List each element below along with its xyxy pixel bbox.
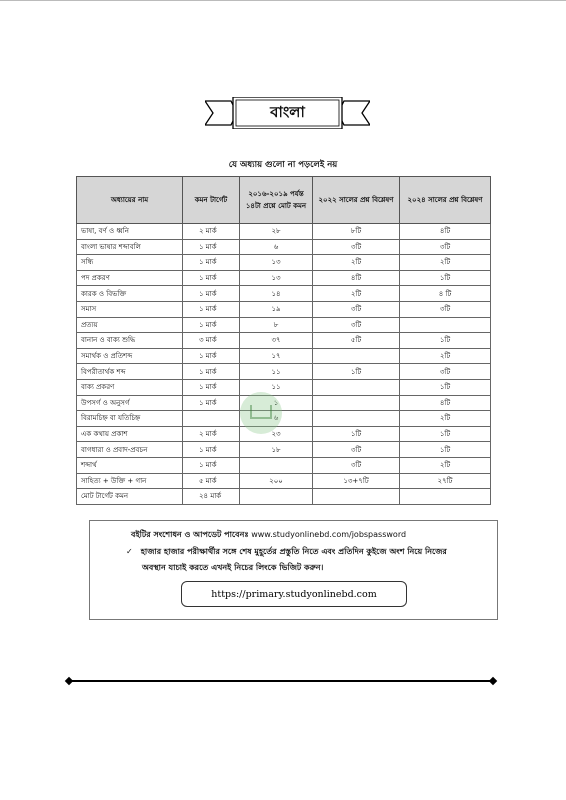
cell-2022 (313, 348, 400, 364)
cell-topic: ভাষা, বর্ণ ও ধ্বনি (77, 224, 183, 240)
cell-total: ৬ (240, 239, 313, 255)
cell-topic: সাহিত্য + উক্তি + গান (77, 473, 183, 489)
cell-total (240, 489, 313, 505)
cell-topic: বাক্য প্রকরণ (77, 379, 183, 395)
cell-marks: ১ মার্ক (183, 379, 240, 395)
book-icon (250, 405, 272, 419)
cell-marks: ২ মার্ক (183, 224, 240, 240)
cell-total: ১৯ (240, 301, 313, 317)
cell-topic: সন্ধি (77, 255, 183, 271)
cell-2022: ৩টি (313, 442, 400, 458)
cell-total: ১১ (240, 364, 313, 380)
cell-total: ৬ (240, 411, 313, 427)
cell-2024: ২টি (400, 411, 491, 427)
table-row (77, 411, 491, 427)
cell-marks: ১ মার্ক (183, 395, 240, 411)
cell-total: ১৭ (240, 348, 313, 364)
diamond-icon (489, 677, 497, 685)
table-row (77, 286, 491, 302)
cell-2022: ৩টি (313, 457, 400, 473)
cell-marks: ১ মার্ক (183, 270, 240, 286)
table-row (77, 239, 491, 255)
cell-2022: ২টি (313, 286, 400, 302)
cell-2024: ১টি (400, 270, 491, 286)
cell-2024 (400, 317, 491, 333)
table-row (77, 224, 491, 240)
check-icon: ✓ (126, 547, 133, 556)
cell-2024: ১টি (400, 426, 491, 442)
cell-marks: ১ মার্ক (183, 457, 240, 473)
message-line-2: অবস্থান যাচাই করতে এখনই নিচের লিংকে ভিজিট করুন। (142, 563, 324, 572)
cell-marks: ১ মার্ক (183, 301, 240, 317)
table-row (77, 301, 491, 317)
cell-2024: ১টি (400, 379, 491, 395)
title-banner (205, 97, 370, 129)
cell-topic: শব্দার্থ (77, 457, 183, 473)
cell-2022: ১৩+৭টি (313, 473, 400, 489)
cell-2024: ৪ টি (400, 286, 491, 302)
cell-2022 (313, 489, 400, 505)
table-row (77, 489, 491, 505)
cell-topic: সমাস (77, 301, 183, 317)
cell-topic: বানান ও বাক্য শুদ্ধি (77, 333, 183, 349)
visit-link-url: https://primary.studyonlinebd.com (211, 588, 377, 600)
table-header-row (77, 177, 491, 224)
cell-total: ১৩ (240, 255, 313, 271)
cell-total: ৮ (240, 317, 313, 333)
cell-marks: ২৪ মার্ক (183, 489, 240, 505)
cell-total: ২০০ (240, 473, 313, 489)
header-2022: ২০২২ সালের প্রশ্ন বিশ্লেষণ (313, 177, 400, 224)
cell-total: ১৮ (240, 442, 313, 458)
cell-2022 (313, 379, 400, 395)
page-subtitle: যে অধ্যায় গুলো না পড়লেই নয় (228, 160, 338, 170)
table-row (77, 270, 491, 286)
header-common-target: কমন টার্গেট (183, 177, 240, 224)
cell-topic: পদ প্রকরণ (77, 270, 183, 286)
table-row (77, 426, 491, 442)
table-row (77, 379, 491, 395)
cell-2024: ৪টি (400, 395, 491, 411)
topics-table (76, 176, 491, 505)
cell-2022 (313, 411, 400, 427)
cell-2024: ৩টি (400, 301, 491, 317)
update-label: বইটির সংশোধন ও আপডেট পাবেনঃ (131, 530, 249, 539)
cell-marks (183, 411, 240, 427)
cell-2022: ৪টি (313, 270, 400, 286)
cell-marks: ১ মার্ক (183, 239, 240, 255)
cell-total: ৩৭ (240, 333, 313, 349)
table-row (77, 255, 491, 271)
cell-total: ২৮ (240, 224, 313, 240)
table-row (77, 457, 491, 473)
cell-2024: ২টি (400, 255, 491, 271)
cell-2024: ৪টি (400, 224, 491, 240)
cell-total: ১১ (240, 379, 313, 395)
cell-marks: ৫ মার্ক (183, 473, 240, 489)
cell-2022: ৮টি (313, 224, 400, 240)
message-text-1: হাজার হাজার পরীক্ষার্থীর সঙ্গে শেষ মুহূর্তের প্রস্তুতি নিতে এবং প্রতিদিন কুইজে অংশ নিয়ে নিজের (140, 547, 447, 556)
divider-line (70, 680, 492, 682)
cell-2024: ২টি (400, 348, 491, 364)
cell-2022: ৩টি (313, 301, 400, 317)
table-row (77, 395, 491, 411)
cell-topic: বিরামচিহ্ন বা যতিচিহ্ন (77, 411, 183, 427)
cell-marks: ১ মার্ক (183, 317, 240, 333)
cell-marks: ১ মার্ক (183, 442, 240, 458)
cell-marks: ৩ মার্ক (183, 333, 240, 349)
message-line-1 (126, 546, 447, 559)
cell-2024: ৩টি (400, 239, 491, 255)
cell-2022: ২টি (313, 255, 400, 271)
update-link[interactable]: www.studyonlinebd.com/jobspassword (251, 530, 407, 539)
cell-2022 (313, 395, 400, 411)
cell-topic: সমার্থক ও প্রতিশব্দ (77, 348, 183, 364)
header-2024: ২০২৪ সালের প্রশ্ন বিশ্লেষণ (400, 177, 491, 224)
cell-2024: ৩টি (400, 364, 491, 380)
cell-2024 (400, 489, 491, 505)
diamond-icon (65, 677, 73, 685)
cell-total: ১ (240, 395, 313, 411)
cell-total: ১৩ (240, 270, 313, 286)
cell-marks: ২ মার্ক (183, 426, 240, 442)
bottom-divider (66, 678, 496, 684)
cell-2022: ৫টি (313, 333, 400, 349)
cell-topic: এক কথায় প্রকাশ (77, 426, 183, 442)
visit-link-button[interactable] (181, 581, 407, 607)
header-chapter: অধ্যায়ের নাম (77, 177, 183, 224)
cell-2022: ১টি (313, 426, 400, 442)
table-row (77, 364, 491, 380)
cell-2022: ৩টি (313, 239, 400, 255)
cell-topic: বিপরীতার্থক শব্দ (77, 364, 183, 380)
cell-total: ১৪ (240, 286, 313, 302)
cell-marks: ১ মার্ক (183, 286, 240, 302)
info-box (89, 520, 498, 620)
update-info (131, 529, 406, 542)
cell-2024: ২৭টি (400, 473, 491, 489)
cell-2024: ১টি (400, 333, 491, 349)
cell-2024: ২টি (400, 457, 491, 473)
cell-topic: উপসর্গ ও অনুসর্গ (77, 395, 183, 411)
top-border (0, 0, 566, 1)
cell-topic: বাংলা ভাষার শব্দাবলি (77, 239, 183, 255)
table-row (77, 473, 491, 489)
cell-total (240, 457, 313, 473)
cell-2022: ৩টি (313, 317, 400, 333)
page-title: বাংলা (270, 102, 305, 121)
cell-marks: ১ মার্ক (183, 255, 240, 271)
cell-marks: ১ মার্ক (183, 348, 240, 364)
table-row (77, 348, 491, 364)
cell-marks: ১ মার্ক (183, 364, 240, 380)
cell-topic: কারক ও বিভক্তি (77, 286, 183, 302)
cell-2024: ১টি (400, 442, 491, 458)
cell-topic: মোট টার্গেট কমন (77, 489, 183, 505)
cell-total: ২৩ (240, 426, 313, 442)
table-row (77, 333, 491, 349)
cell-topic: বাগধারা ও প্রবাদ-প্রবচন (77, 442, 183, 458)
table-row (77, 442, 491, 458)
cell-topic: প্রত্যয় (77, 317, 183, 333)
cell-2022: ১টি (313, 364, 400, 380)
table-row (77, 317, 491, 333)
header-2016-2019: ২০১৬-২০১৯ পর্যন্ত ১৪টা প্রশ্নে মোট কমন (240, 177, 313, 224)
watermark-logo-icon (240, 392, 282, 434)
